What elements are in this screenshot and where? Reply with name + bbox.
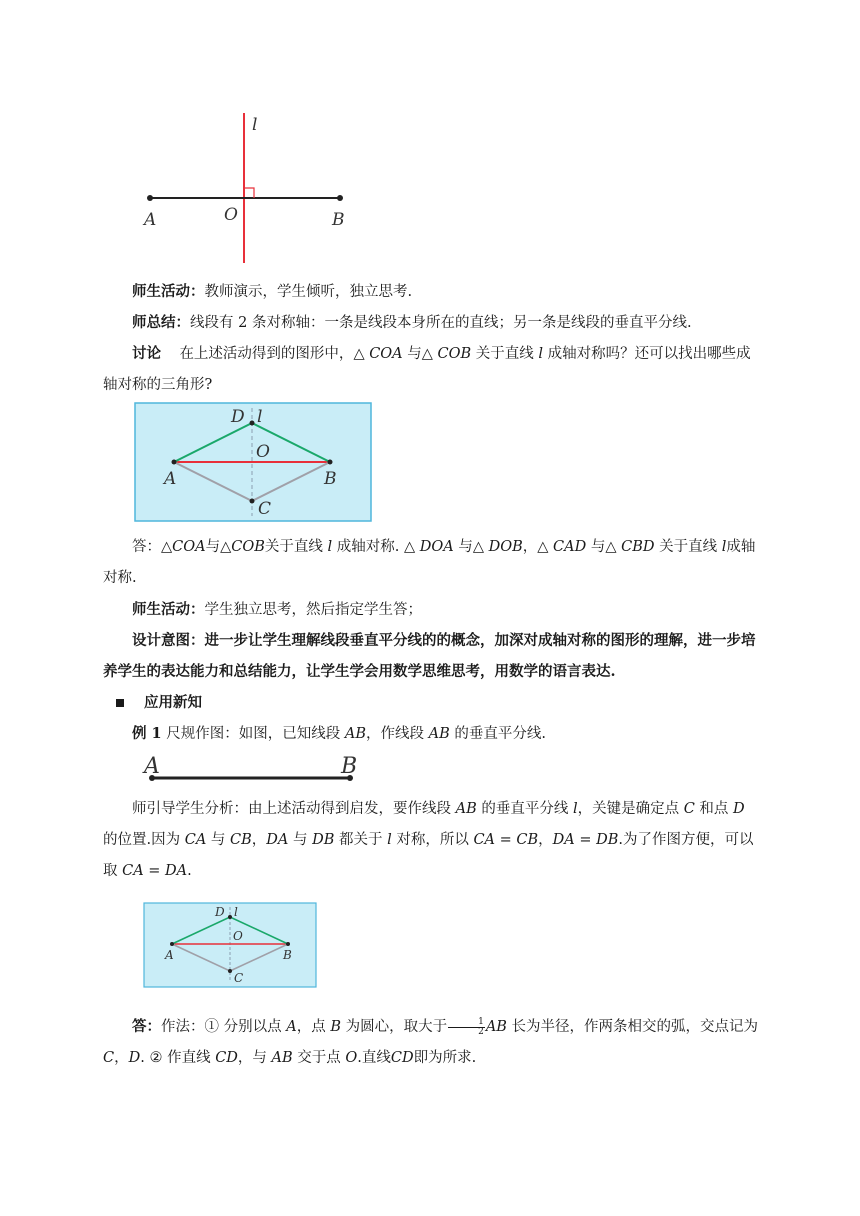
label-b: B [332,210,345,230]
label-b: B [283,948,292,962]
section-heading: 应用新知 [116,687,772,719]
label-d: D [215,905,225,919]
paragraph-example-1: 例 1 尺规作图：如图，已知线段 AB，作线段 AB 的垂直平分线. [132,725,546,742]
paragraph-answer-2: 答：作法：① 分别以点 A，点 B 为圆心，取大于 $\frac{1}{2}$ AB 长为半径，作两条相交的弧，交点记为 C，D. ② 作直线 CD，与 AB 交于点 O.直线CD即为所求. [103,1016,759,1066]
point-a [170,942,174,946]
point-b [328,460,333,465]
point-a [172,460,177,465]
label-l: l [252,115,258,135]
paragraph-activity-1: 师生活动：教师演示，学生倾听，独立思考. [132,283,413,300]
label-o: O [256,442,270,462]
label-b: B [341,754,358,779]
point-b [337,195,343,201]
paragraph-discussion: 讨论 在上述活动得到的图形中，△ COA 与△ COB 关于直线 l 成轴对称吗？还可以找出哪些成轴对称的三角形? [103,345,751,393]
paragraph-summary: 师总结：线段有 2 条对称轴：一条是线段本身所在的直线；另一条是线段的垂直平分线. [132,314,692,331]
label-o: O [233,929,243,943]
paragraph-design-intent: 设计意图：进一步让学生理解线段垂直平分线的的概念，加深对成轴对称的图形的理解，进一步培养学生的表达能力和总结能力，让学生学会用数学思维思考，用数学的语言表达. [103,632,756,680]
label-a: A [144,754,160,779]
figure-rhombus-large [134,402,372,522]
label-d: D [231,407,245,427]
point-d [250,421,255,426]
label-a: A [164,469,177,489]
fraction-one-half: $\frac{1}{2}$ [448,1018,485,1037]
label-a: A [165,948,174,962]
point-d [228,915,232,919]
label-l: l [234,905,238,919]
label-c: C [258,499,272,519]
figure-segment-ab [138,752,368,792]
paragraph-answer-1: 答：△COA与△COB关于直线 l 成轴对称. △ DOA 与△ DOB，△ CAD 与△ CBD 关于直线 l成轴对称. [103,539,756,586]
point-b [286,942,290,946]
figure-segment-perpendicular [130,108,370,268]
paragraph-guide: 师引导学生分析：由上述活动得到启发，要作线段 AB 的垂直平分线 l，关键是确定点 C 和点 D 的位置.因为 CA 与 CB，DA 与 DB 都关于 l 对称，所以 CA = CB，DA = DB.为了作图方便，可以取 CA = DA. [103,801,754,879]
point-c [228,969,232,973]
point-a [147,195,153,201]
label-o: O [224,205,238,225]
label-b: B [324,469,337,489]
figure-rhombus-small [143,902,317,988]
point-c [250,499,255,504]
right-angle-mark [244,188,254,198]
label-l: l [257,407,263,427]
square-bullet-icon [116,699,124,707]
label-a: A [144,210,157,230]
label-c: C [234,971,244,985]
paragraph-activity-2: 师生活动：学生独立思考，然后指定学生答； [132,601,422,618]
